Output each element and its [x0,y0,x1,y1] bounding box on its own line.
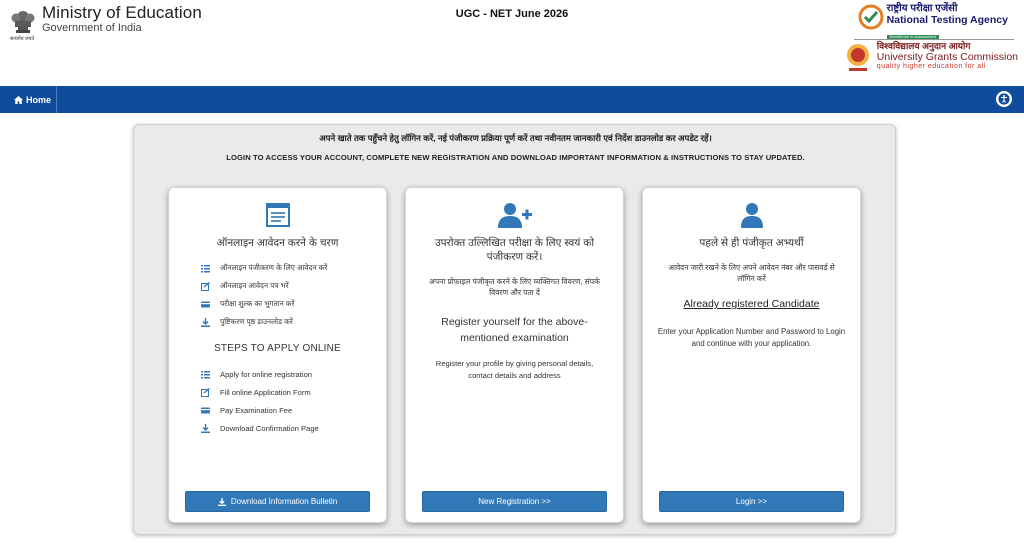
ugc-branding[interactable] [843,42,1018,76]
login-text-english: Enter your Application Number and Password to Login and continue with your application. [657,327,846,349]
step-label: पुष्टिकरण पृष्ठ डाउनलोड करें [220,317,293,326]
steps-list-english [201,365,319,437]
nav-home-link[interactable] [0,86,57,113]
home-icon [14,96,23,104]
step-label: Apply for online registration [220,369,313,379]
list-item [201,313,327,331]
registration-card [405,187,624,523]
new-registration-label: New Registration >> [478,497,551,506]
nta-tagline: Excellence in Assessment [887,35,939,39]
login-heading-hindi: पहले से ही पंजीकृत अभ्यर्थी [699,237,804,249]
nav-home-label: Home [26,94,52,105]
step-label: ऑनलाइन पंजीकरण के लिए आवेदन करें [220,263,328,272]
list-item [201,295,327,313]
exam-title: UGC - NET June 2026 [455,8,569,20]
nta-branding[interactable] [858,4,1008,42]
register-heading-english: Register yourself for the above-mentioned examination [441,316,588,345]
steps-list-hindi [201,259,327,331]
notice-english: LOGIN TO ACCESS YOUR ACCOUNT, COMPLETE NEW REGISTRATION AND DOWNLOAD IMPORTANT INFORMATION & INSTRUCTIONS TO STAY UPDATED. [226,153,805,162]
login-text-hindi: आवेदन जारी रखने के लिए अपने आवेदन नंबर और पासवर्ड से लॉगिन करें [668,263,835,283]
edit-icon [201,388,210,397]
notice-hindi: अपने खाते तक पहुँचने हेतु लॉगिन करें, नई पंजीकरण प्रक्रिया पूर्ण करें तथा नवीनतम जानकारी एवं निर्देश डाउनलोड कर अपडेट रहें। [319,133,712,143]
emblem-caption: सत्यमेव जयते [10,36,35,42]
ministry-subtitle: Government of India [42,22,142,34]
credit-card-icon [201,406,210,415]
list-item [201,277,327,295]
ugc-name-hindi: विश्वविद्यालय अनुदान आयोग [876,41,971,51]
steps-card [168,187,387,523]
download-icon [218,498,226,506]
nta-name-hindi: राष्ट्रीय परीक्षा एजेंसी [886,3,958,14]
accessibility-button[interactable] [996,91,1012,107]
login-card [642,187,861,523]
step-label: Fill online Application Form [220,387,311,397]
register-text-english: Register your profile by giving personal details, contact details and address [435,359,594,381]
main-panel [133,124,896,535]
edit-icon [201,282,210,291]
list-icon [201,264,210,273]
user-icon [643,202,860,228]
step-label: Pay Examination Fee [220,405,293,415]
download-bulletin-label: Download Information Bulletin [230,497,338,506]
list-item [201,259,327,277]
list-item [201,401,319,419]
page-header [0,0,1024,86]
ugc-tagline: quality higher education for all [876,63,986,71]
download-icon [201,318,210,327]
ugc-logo-icon [843,42,873,76]
login-label: Login >> [735,497,768,506]
ugc-name-english: University Grants Commission [876,50,1018,63]
ministry-title: Ministry of Education [42,3,202,22]
step-label: Download Confirmation Page [220,423,319,433]
logo-divider [854,39,1014,40]
nta-name-english: National Testing Agency [886,13,1008,26]
register-text-hindi: अपना प्रोफ़ाइल पंजीकृत करने के लिए व्यक्तिगत विवरण, संपर्क विवरण और पता दें [429,277,600,297]
download-bulletin-button[interactable] [185,491,370,512]
add-user-icon [406,202,623,228]
list-icon [201,370,210,379]
main-navbar [0,86,1024,113]
list-item [201,419,319,437]
list-item [201,365,319,383]
form-icon [169,202,386,228]
nta-logo-icon [858,4,884,30]
credit-card-icon [201,300,210,309]
new-registration-button[interactable] [422,491,607,512]
steps-heading-english: STEPS TO APPLY ONLINE [214,343,341,354]
download-icon [201,424,210,433]
step-label: परीक्षा शुल्क का भुगतान करें [220,299,295,308]
register-heading-hindi: उपरोक्त उल्लिखित परीक्षा के लिए स्वयं को पंजीकरण करें। [434,237,595,264]
step-label: ऑनलाइन आवेदन पत्र भरें [220,281,289,290]
registered-candidate-link[interactable]: Already registered Candidate [683,298,820,310]
accessibility-icon [998,93,1010,105]
login-button[interactable] [659,491,844,512]
steps-heading-hindi: ऑनलाइन आवेदन करने के चरण [216,237,339,249]
list-item [201,383,319,401]
